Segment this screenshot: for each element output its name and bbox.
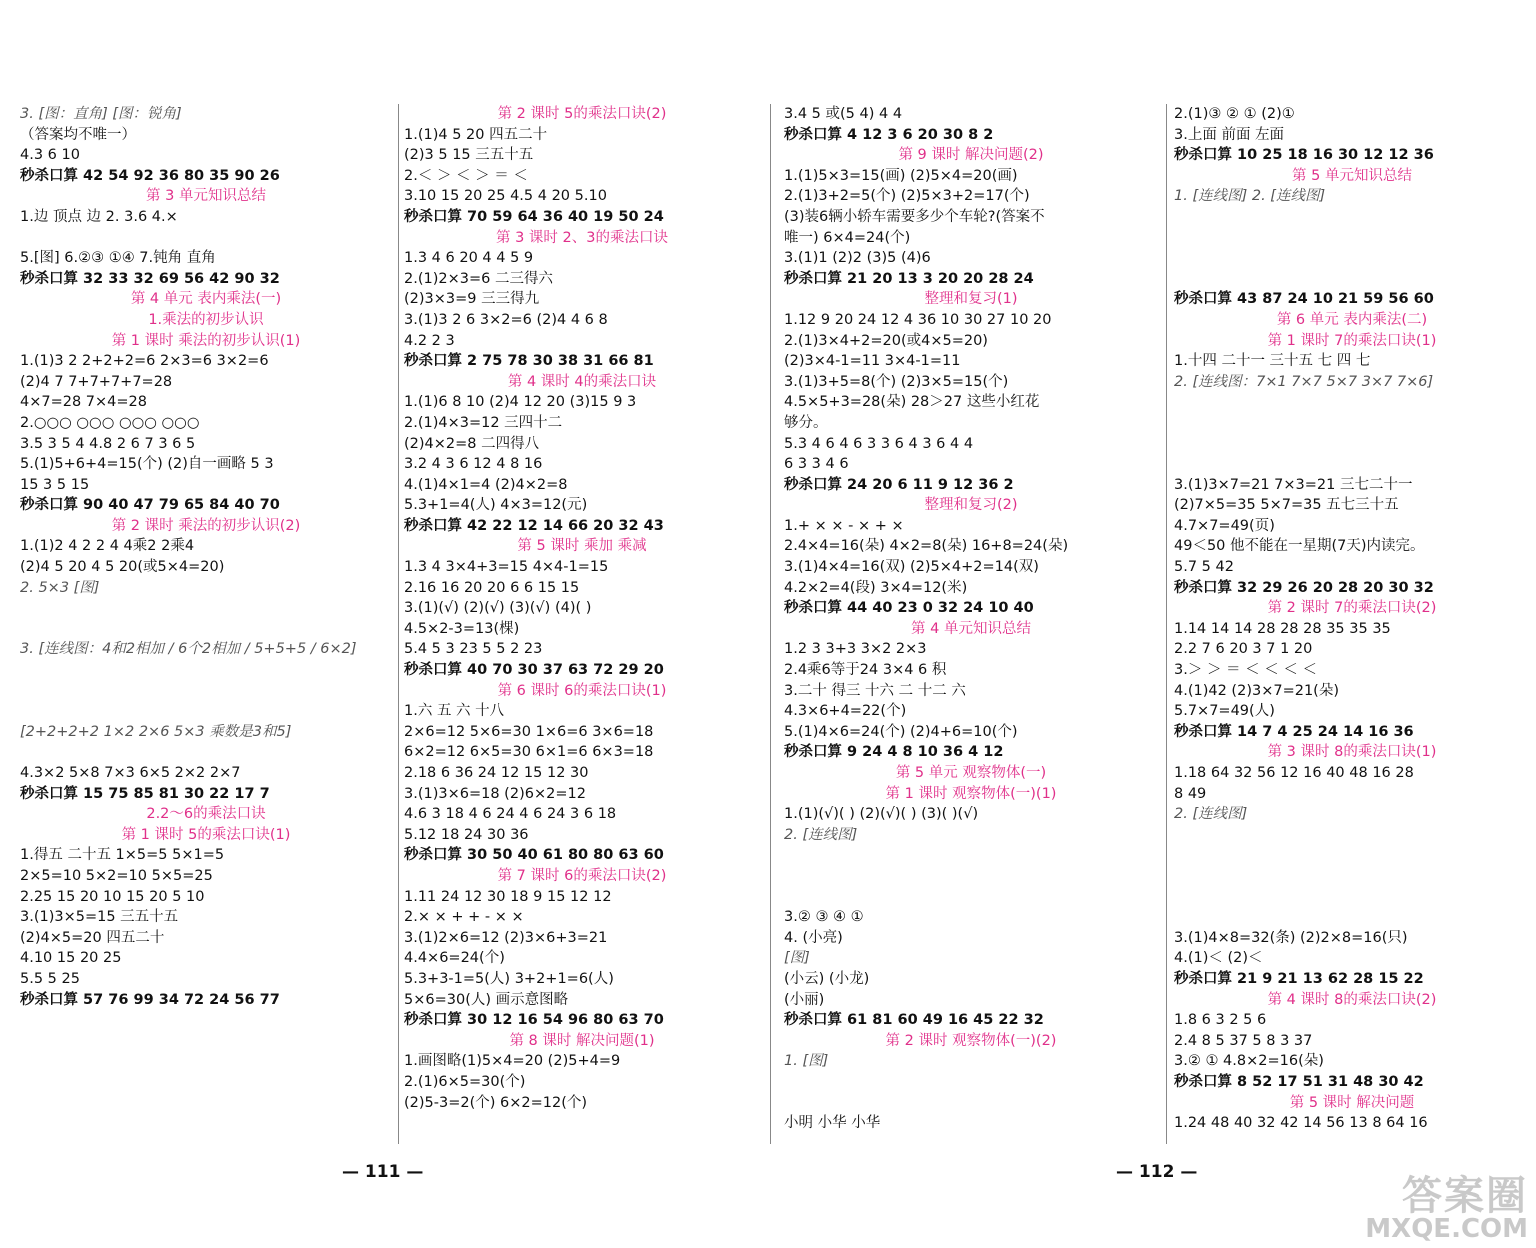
answer-line [1174, 228, 1530, 249]
section-heading: 第 6 课时 6的乘法口诀(1) [497, 682, 667, 699]
answer-line: 1.(1)(√)( ) (2)(√)( ) (3)( )(√) [784, 806, 979, 823]
quick-calc-row: 秒杀口算 24 20 6 11 9 12 36 2 [784, 476, 1014, 493]
answer-line: 6 3 3 4 6 [784, 456, 849, 473]
answer-line: 5.(1)5+6+4=15(个) (2)自一画略 5 3 [20, 456, 274, 473]
answer-line [1174, 413, 1530, 434]
answer-line: 3.(1)3 2 6 3×2=6 (2)4 4 6 8 [404, 311, 608, 328]
section-heading: 第 6 单元 表内乘法(二) [1276, 311, 1428, 328]
quick-calc-row: 秒杀口算 90 40 47 79 65 84 40 70 [20, 497, 280, 514]
section-heading: 整理和复习(1) [924, 291, 1018, 308]
answer-line: 1.18 64 32 56 12 16 40 48 16 28 [1174, 765, 1414, 781]
quick-calc-row: 秒杀口算 70 59 64 36 40 19 50 24 [404, 208, 664, 225]
answer-line: 49＜50 他不能在一星期(7天)内读完。 [1174, 538, 1425, 555]
quick-calc-row: 秒杀口算 30 12 16 54 96 80 63 70 [404, 1012, 664, 1029]
answer-line: 5×6=30(人) 画示意图略 [404, 991, 569, 1008]
quick-calc-row: 秒杀口算 32 33 32 69 56 42 90 32 [20, 270, 280, 287]
answer-line [1174, 825, 1530, 846]
section-heading: 第 9 课时 解决问题(2) [898, 147, 1044, 164]
section-heading: 第 4 单元 表内乘法(一) [130, 291, 282, 308]
section-heading: 第 3 课时 2、3的乘法口诀 [495, 229, 668, 246]
answer-line: 4.(1)＜ (2)＜ [1174, 950, 1263, 967]
answer-line: 2.(1)3+2=5(个) (2)5×3+2=17(个) [784, 188, 1030, 205]
quick-calc-row: 秒杀口算 8 52 17 51 31 48 30 42 [1174, 1073, 1424, 1090]
answer-line: 1.(1)2 4 2 2 4 4乘2 2乘4 [20, 538, 195, 555]
answer-line: 4.3 6 10 [20, 147, 80, 164]
section-heading: 第 4 单元知识总结 [911, 620, 1031, 637]
answer-line [784, 1093, 1158, 1114]
answer-line: 4.10 15 20 25 [20, 950, 122, 967]
section-heading: 1.乘法的初步认识 [148, 311, 264, 328]
answer-line: 1.2 3 3+3 3×2 2×3 [784, 641, 927, 658]
page-number-right: — 112 — [1116, 1162, 1198, 1182]
answer-line: 1.得五 二十五 1×5=5 5×1=5 [20, 847, 225, 864]
answer-line: (2)3×4-1=11 3×4-1=11 [784, 353, 961, 370]
answer-line: 2.(1)2×3=6 二三得六 [404, 270, 553, 287]
quick-calc-row: 秒杀口算 21 9 21 13 62 28 15 22 [1174, 970, 1424, 987]
answer-line: 1.3 4 3×4+3=15 4×4-1=15 [404, 559, 609, 576]
answer-line: 5.(1)4×6=24(个) (2)4+6=10(个) [784, 723, 1018, 740]
answer-line: (2)4 7 7+7+7+7=28 [20, 373, 173, 390]
answer-line: 2.(1)③ ② ① (2)① [1174, 106, 1295, 122]
answer-line: 3.(1)4×4=16(双) (2)5×4+2=14(双) [784, 559, 1039, 576]
section-heading: 第 5 课时 乘加 乘减 [517, 538, 647, 555]
quick-calc-row: 秒杀口算 14 7 4 25 24 14 16 36 [1174, 723, 1414, 740]
section-heading: 第 1 课时 7的乘法口诀(1) [1267, 332, 1437, 349]
answer-line: 1. [连线图] 2. [连线图] [1174, 188, 1326, 205]
answer-line: 4.5×5+3=28(朵) 28＞27 这些小红花 [784, 394, 1040, 411]
quick-calc-row: 秒杀口算 57 76 99 34 72 24 56 77 [20, 991, 280, 1008]
answer-line: 3.(1)3×6=18 (2)6×2=12 [404, 785, 586, 802]
answer-line: 2.(1)6×5=30(个) [404, 1073, 526, 1090]
quick-calc-row: 秒杀口算 10 25 18 16 30 12 12 36 [1174, 147, 1434, 164]
quick-calc-row: 秒杀口算 42 22 12 14 66 20 32 43 [404, 517, 664, 534]
answer-line: 4.2×2=4(段) 3×4=12(米) [784, 579, 968, 596]
answer-line: 6×2=12 6×5=30 6×1=6 6×3=18 [404, 744, 654, 761]
answer-line: 5.7×7=49(人) [1174, 703, 1275, 720]
answer-line [20, 619, 392, 640]
answer-line: 1.+ × × - × + × [784, 517, 904, 534]
answer-line: 4.6 3 18 4 6 24 4 6 24 3 6 18 [404, 806, 617, 823]
answer-line: 4.2 2 3 [404, 332, 455, 349]
answer-line: 1.六 五 六 十八 [404, 703, 505, 720]
answer-line: 3.(1)1 (2)2 (3)5 (4)6 [784, 250, 931, 267]
answer-line: 3.二十 得三 十六 二 十二 六 [784, 682, 966, 699]
answer-line: 4.(1)42 (2)3×7=21(朵) [1174, 682, 1339, 699]
answer-line: 4.3×2 5×8 7×3 6×5 2×2 2×7 [20, 765, 241, 781]
answer-line: 小明 小华 小华 [784, 1115, 881, 1132]
section-heading: 第 4 课时 8的乘法口诀(2) [1267, 991, 1437, 1008]
answer-line: 2.25 15 20 10 15 20 5 10 [20, 888, 205, 905]
answer-line: 1.(1)4 5 20 四五二十 [404, 126, 548, 143]
answer-line: (小丽) [784, 991, 825, 1008]
answer-line: 4×7=28 7×4=28 [20, 394, 148, 411]
section-heading: 第 2 课时 7的乘法口诀(2) [1267, 600, 1437, 617]
answer-line: 15 3 5 15 [20, 476, 90, 493]
answer-line: 2.× × + + - × × [404, 909, 524, 926]
answer-line: 3.＞ ＞ ＝ ＜ ＜ ＜ ＜ [1174, 662, 1317, 679]
answer-line: (3)装6辆小轿车需要多少个车轮?(答案不 [784, 208, 1045, 225]
answer-line: 3.5 3 5 4 4.8 2 6 7 3 6 5 [20, 435, 196, 452]
answer-line: (2)4×5=20 四五二十 [20, 929, 165, 946]
answer-line: 3.② ① 4.8×2=16(朵) [1174, 1053, 1324, 1070]
answer-line: 3.(1)2×6=12 (2)3×6+3=21 [404, 929, 608, 946]
quick-calc-row: 秒杀口算 44 40 23 0 32 24 10 40 [784, 600, 1034, 617]
answer-line: 2. [连线图] [784, 826, 858, 843]
answer-line [784, 887, 1158, 908]
column-divider [770, 104, 771, 1144]
answer-line: 2.2 7 6 20 3 7 1 20 [1174, 641, 1313, 658]
section-heading: 第 2 课时 5的乘法口诀(2) [497, 106, 667, 122]
section-heading: 第 1 课时 5的乘法口诀(1) [121, 826, 291, 843]
answer-line: 1.8 6 3 2 5 6 [1174, 1012, 1267, 1029]
section-heading: 第 4 课时 4的乘法口诀 [507, 373, 657, 390]
answer-line: 5.[图] 6.②③ ①④ 7.钝角 直角 [20, 250, 216, 267]
answer-line: 2. 5×3 [图] [20, 579, 100, 596]
answer-line: 2. [连线图] [1174, 806, 1248, 823]
section-heading: 第 7 课时 6的乘法口诀(2) [497, 867, 667, 884]
answer-line: 5.3+1=4(人) 4×3=12(元) [404, 497, 588, 514]
quick-calc-row: 秒杀口算 21 20 13 3 20 20 28 24 [784, 270, 1034, 287]
answer-line: 2×6=12 5×6=30 1×6=6 3×6=18 [404, 723, 654, 740]
answer-line [1174, 269, 1530, 290]
answer-line: 4.5×2-3=13(棵) [404, 620, 520, 637]
answer-line: 3. [连线图：4和2相加 / 6个2相加 / 5+5+5 / 6×2] [20, 641, 357, 658]
section-heading: 整理和复习(2) [924, 497, 1018, 514]
answer-line: 2.○○○ ○○○ ○○○ ○○○ [20, 414, 200, 431]
watermark-title: 答案圈 [1402, 1173, 1528, 1219]
answer-line: 3.(1)3×7=21 7×3=21 三七二十一 [1174, 476, 1413, 493]
answer-line [784, 845, 1158, 866]
quick-calc-row: 秒杀口算 61 81 60 49 16 45 22 32 [784, 1012, 1044, 1029]
column-divider [1166, 104, 1167, 1144]
column-4 [1174, 104, 1530, 1144]
section-heading: 第 5 单元 观察物体(一) [895, 765, 1047, 781]
answer-line: 1.画图略(1)5×4=20 (2)5+4=9 [404, 1053, 621, 1070]
page-number-left: — 111 — [342, 1162, 424, 1182]
answer-line: 2.16 16 20 20 6 6 15 15 [404, 579, 580, 596]
answer-line: 4.4×6=24(个) [404, 950, 505, 967]
answer-line: 5.3 4 6 4 6 3 3 6 4 3 6 4 4 [784, 435, 974, 452]
answer-line: 3.(1)4×8=32(条) (2)2×8=16(只) [1174, 929, 1408, 946]
answer-line: 5.4 5 3 23 5 5 2 23 [404, 641, 543, 658]
quick-calc-row: 秒杀口算 15 75 85 81 30 22 17 7 [20, 785, 270, 802]
answer-line: 5.5 5 25 [20, 970, 80, 987]
answer-line: 1.(1)5×3=15(画) (2)5×4=20(画) [784, 167, 1018, 184]
quick-calc-row: 秒杀口算 43 87 24 10 21 59 56 60 [1174, 291, 1434, 308]
answer-line: 1.十四 二十一 三十五 七 四 七 [1174, 353, 1371, 370]
column-divider [398, 104, 399, 1144]
answer-line: 2.4乘6等于24 3×4 6 积 [784, 662, 947, 679]
quick-calc-row: 秒杀口算 2 75 78 30 38 31 66 81 [404, 353, 654, 370]
answer-line [20, 660, 392, 681]
section-heading: 第 3 课时 8的乘法口诀(1) [1267, 744, 1437, 761]
answer-line: 1.(1)6 8 10 (2)4 12 20 (3)15 9 3 [404, 394, 637, 411]
column-3 [784, 104, 1158, 1144]
answer-line: 5.12 18 24 30 36 [404, 826, 529, 843]
quick-calc-row: 秒杀口算 9 24 4 8 10 36 4 12 [784, 744, 1004, 761]
answer-line: (2)7×5=35 5×7=35 五七三十五 [1174, 497, 1399, 514]
column-2 [404, 104, 760, 1144]
section-heading: 第 5 课时 解决问题 [1289, 1094, 1415, 1111]
answer-line: 1.12 9 20 24 12 4 36 10 30 27 10 20 [784, 311, 1052, 328]
quick-calc-row: 秒杀口算 30 50 40 61 80 80 63 60 [404, 847, 664, 864]
answer-line: 4.3×6+4=22(个) [784, 703, 907, 720]
answer-line: 4. (小亮) [784, 929, 843, 946]
watermark-url: MXQE.COM [1365, 1214, 1528, 1244]
answer-line: (2)4 5 20 4 5 20(或5×4=20) [20, 559, 225, 576]
answer-line [20, 228, 392, 249]
answer-line: 2.(1)4×3=12 三四十二 [404, 414, 563, 431]
answer-line: (小云) (小龙) [784, 970, 870, 987]
answer-line [1174, 866, 1530, 887]
answer-line [20, 701, 392, 722]
answer-line: 3.上面 前面 左面 [1174, 126, 1285, 143]
answer-line: (2)3×3=9 三三得九 [404, 291, 540, 308]
answer-line: (2)4×2=8 二四得八 [404, 435, 540, 452]
answer-line: （答案均不唯一） [20, 126, 136, 143]
answer-line [1174, 887, 1530, 908]
answer-line: (2)3 5 15 三五十五 [404, 147, 534, 164]
answer-line [784, 1072, 1158, 1093]
column-1 [20, 104, 392, 1144]
answer-line: 3.(1)(√) (2)(√) (3)(√) (4)( ) [404, 600, 592, 617]
answer-line: 3.② ③ ④ ① [784, 909, 864, 926]
answer-line: 3. [图：直角] [图：锐角] [20, 106, 182, 122]
answer-line: 唯一) 6×4=24(个) [784, 229, 911, 246]
watermark-logo [1365, 1173, 1528, 1244]
answer-line [784, 866, 1158, 887]
answer-line: 3.(1)3+5=8(个) (2)3×5=15(个) [784, 373, 1009, 390]
answer-line: 8 49 [1174, 785, 1207, 802]
answer-line: 3.10 15 20 25 4.5 4 20 5.10 [404, 188, 607, 205]
answer-line: 2×5=10 5×2=10 5×5=25 [20, 867, 213, 884]
answer-line: 5.7 5 42 [1174, 559, 1234, 576]
answer-line: 够分。 [784, 414, 828, 431]
answer-line [1174, 907, 1530, 928]
answer-line: 1. [图] [784, 1053, 829, 1070]
answer-line: 5.3+3-1=5(人) 3+2+1=6(人) [404, 970, 614, 987]
answer-line: 2.(1)3×4+2=20(或4×5=20) [784, 332, 988, 349]
answer-line: 4.(1)4×1=4 (2)4×2=8 [404, 476, 568, 493]
answer-line: 3.(1)3×5=15 三五十五 [20, 909, 179, 926]
answer-line: 1.14 14 14 28 28 28 35 35 35 [1174, 620, 1391, 637]
answer-line [1174, 434, 1530, 455]
answer-line [20, 742, 392, 763]
answer-line: 1.11 24 12 30 18 9 15 12 12 [404, 888, 612, 905]
section-heading: 第 3 单元知识总结 [146, 188, 266, 205]
answer-line: 1.3 4 6 20 4 4 5 9 [404, 250, 534, 267]
answer-line: 2.4×4=16(朵) 4×2=8(朵) 16+8=24(朵) [784, 538, 1069, 555]
answer-line: 2.4 8 5 37 5 8 3 37 [1174, 1032, 1313, 1049]
answer-line: (2)5-3=2(个) 6×2=12(个) [404, 1094, 588, 1111]
section-heading: 第 1 课时 观察物体(一)(1) [885, 785, 1057, 802]
answer-line [1174, 207, 1530, 228]
answer-line: 4.7×7=49(页) [1174, 517, 1275, 534]
answer-line: 3.2 4 3 6 12 4 8 16 [404, 456, 543, 473]
section-heading: 第 1 课时 乘法的初步认识(1) [111, 332, 301, 349]
answer-line: [图] [784, 950, 810, 967]
answer-line [1174, 392, 1530, 413]
answer-line: 3.4 5 或(5 4) 4 4 [784, 106, 903, 122]
quick-calc-row: 秒杀口算 4 12 3 6 20 30 8 2 [784, 126, 994, 143]
answer-line [20, 598, 392, 619]
answer-line [1174, 845, 1530, 866]
section-heading: 第 2 课时 乘法的初步认识(2) [111, 517, 301, 534]
answer-line: 1.24 48 40 32 42 14 56 13 8 64 16 [1174, 1115, 1428, 1132]
section-heading: 2.2～6的乘法口诀 [146, 806, 266, 823]
answer-line: [2+2+2+2 1×2 2×6 5×3 乘数是3和5] [20, 723, 292, 740]
answer-line: 2. [连线图：7×1 7×7 5×7 3×7 7×6] [1174, 373, 1434, 390]
answer-line: 1.边 顶点 边 2. 3.6 4.× [20, 208, 178, 225]
quick-calc-row: 秒杀口算 32 29 26 20 28 20 30 32 [1174, 579, 1434, 596]
answer-line: 2.18 6 36 24 12 15 12 30 [404, 765, 589, 781]
quick-calc-row: 秒杀口算 42 54 92 36 80 35 90 26 [20, 167, 280, 184]
answer-line [1174, 248, 1530, 269]
answer-line [20, 681, 392, 702]
answer-line: 1.(1)3 2 2+2+2=6 2×3=6 3×2=6 [20, 353, 269, 370]
section-heading: 第 8 课时 解决问题(1) [509, 1032, 655, 1049]
section-heading: 第 5 单元知识总结 [1292, 167, 1412, 184]
answer-line: 2.＜ ＞ ＜ ＞ ＝ ＜ [404, 167, 528, 184]
answer-line [1174, 454, 1530, 475]
section-heading: 第 2 课时 观察物体(一)(2) [885, 1032, 1057, 1049]
quick-calc-row: 秒杀口算 40 70 30 37 63 72 29 20 [404, 662, 664, 679]
